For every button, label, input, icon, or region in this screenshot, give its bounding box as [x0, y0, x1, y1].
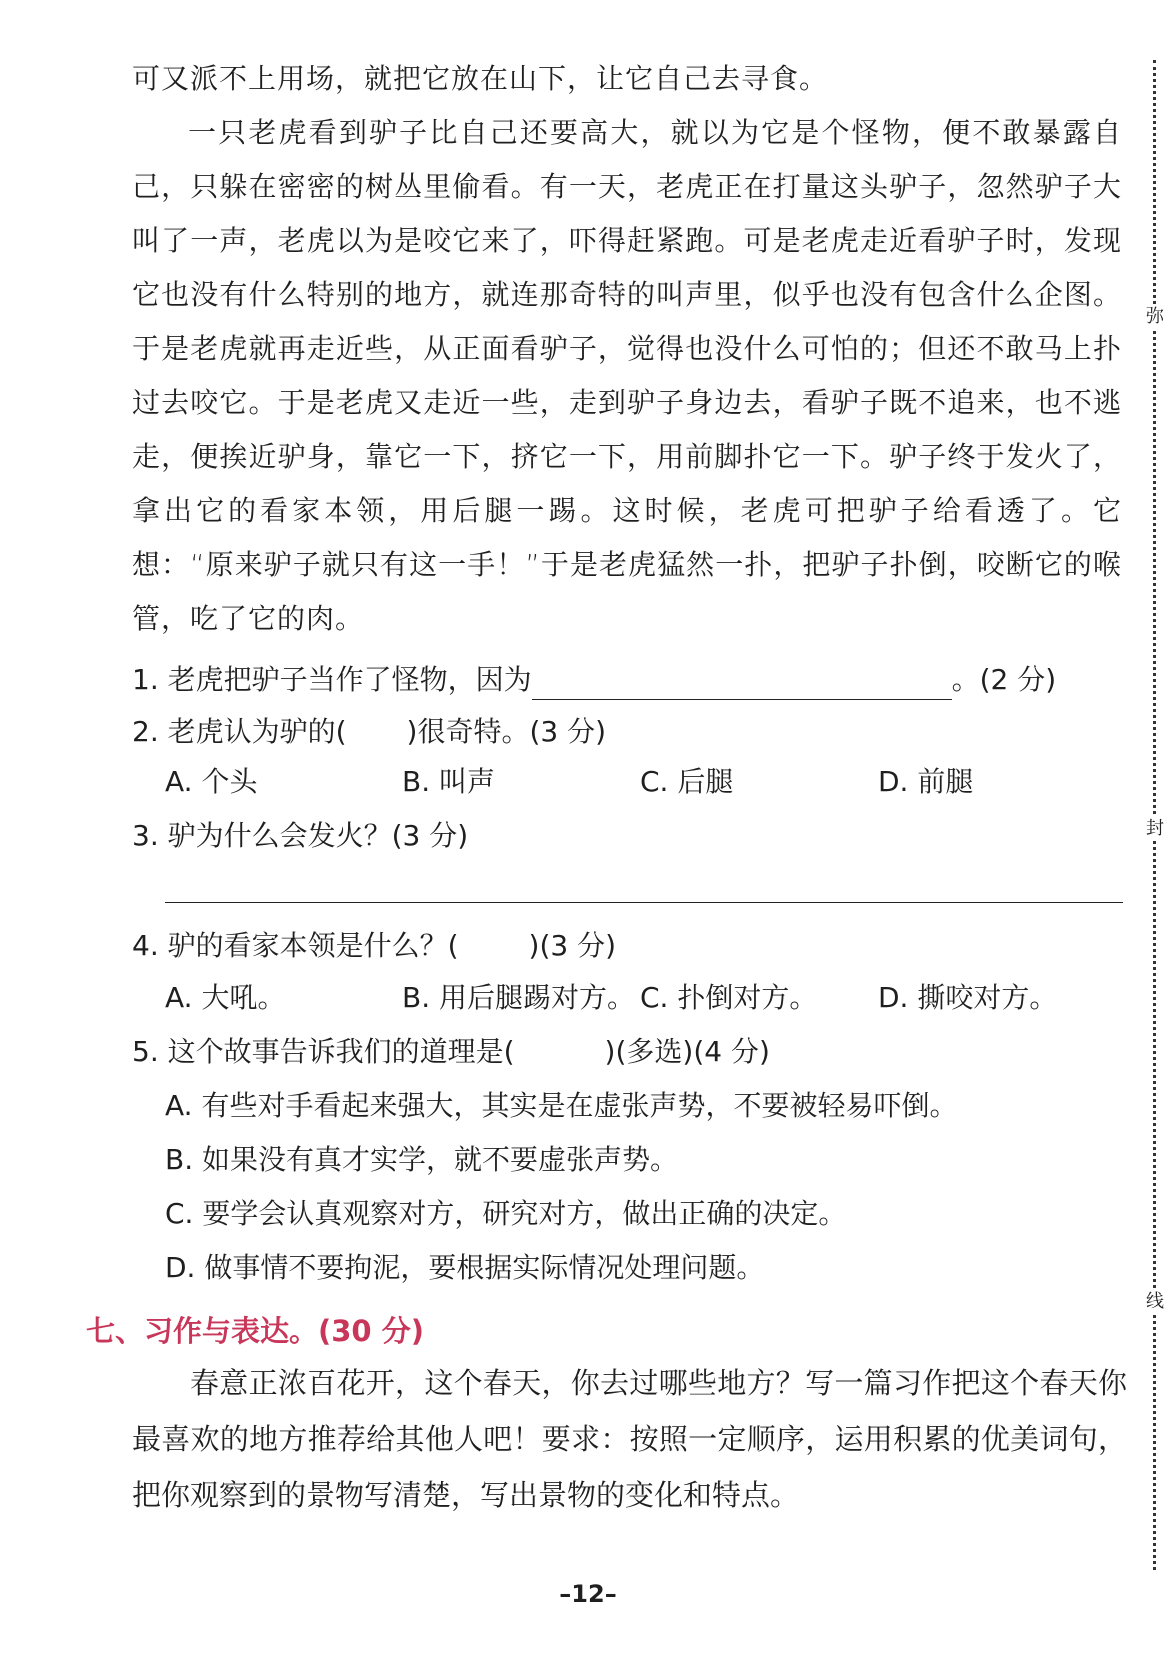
question-5-option-a: A. 有些对手看起来强大，其实是在虚张声势，不要被轻易吓倒。: [165, 1089, 958, 1122]
section-7-prompt-text: 春意正浓百花开，这个春天，你去过哪些地方？写一篇习作把这个春天你最喜欢的地方推荐给其他人吧！要求：按照一定顺序，运用积累的优美词句，把你观察到的景物写清楚，写出景物的变化和特点。: [132, 1366, 1127, 1512]
question-3: 3. 驴为什么会发火？(3 分): [132, 819, 469, 852]
question-5-option-c: C. 要学会认真观察对方，研究对方，做出正确的决定。: [165, 1197, 847, 1230]
page-number: –12–: [559, 1580, 617, 1608]
question-5-option-d: D. 做事情不要拘泥，要根据实际情况处理问题。: [165, 1251, 765, 1284]
question-4-option-b: B. 用后腿踢对方。: [402, 981, 636, 1014]
binding-label-feng: 封: [1141, 817, 1169, 841]
question-1-blank[interactable]: [532, 671, 952, 700]
question-5-option-b: B. 如果没有真才实学，就不要虚张声势。: [165, 1143, 679, 1176]
question-2-option-a: A. 个头: [165, 765, 258, 798]
question-2-option-c: C. 后腿: [640, 765, 734, 798]
section-7-title: 七、习作与表达。(30 分): [86, 1314, 424, 1348]
question-3-answer-line[interactable]: [165, 902, 1123, 903]
question-2-option-b: B. 叫声: [402, 765, 496, 798]
question-4-option-c: C. 扑倒对方。: [640, 981, 818, 1014]
question-5-score: )(多选)(4 分): [604, 1035, 770, 1068]
question-4-option-d: D. 撕咬对方。: [878, 981, 1058, 1014]
question-4-score: )(3 分): [528, 929, 617, 962]
question-4-option-a: A. 大吼。: [165, 981, 286, 1014]
passage-paragraph-2: 一只老虎看到驴子比自己还要高大，就以为它是个怪物，便不敢暴露自己，只躲在密密的树丛里偷看。有一天，老虎正在打量这头驴子，忽然驴子大叫了一声，老虎以为是咬它来了，吓得赶紧跑。可是老虎走近看驴子时，发现它也没有什么特别的地方，就连那奇特的叫声里，似乎也没有包含什么企图。于是老虎就再走近些，从正面看驴子，觉得也没什么可怕的；但还不敢马上扑过去咬它。于是老虎又走近一些，走到驴子身边去，看驴子既不追来，也不逃走，便挨近驴身，靠它一下，挤它一下，用前脚扑它一下。驴子终于发火了，拿出它的看家本领，用后腿一踢。这时候，老虎可把驴子给看透了。它想：“原来驴子就只有这一手！”于是老虎猛然一扑，把驴子扑倒，咬断它的喉管，吃了它的肉。: [132, 116, 1122, 635]
question-4: [132, 926, 616, 966]
question-1-text: 1. 老虎把驴子当作了怪物，因为: [132, 663, 532, 696]
question-1-score: 。(2 分): [951, 663, 1057, 696]
section-7-prompt: [132, 1355, 1127, 1523]
question-5-text: 5. 这个故事告诉我们的道理是(: [132, 1035, 515, 1068]
question-2-text: 2. 老虎认为驴的(: [132, 715, 347, 748]
question-4-text: 4. 驴的看家本领是什么？(: [132, 929, 459, 962]
question-2-option-d: D. 前腿: [878, 765, 974, 798]
binding-label-xian: 线: [1141, 1290, 1169, 1314]
passage-line-1: 可又派不上用场，就把它放在山下，让它自己去寻食。: [132, 62, 829, 95]
question-2-score: )很奇特。(3 分): [406, 715, 607, 748]
binding-label-mi: 弥: [1141, 305, 1169, 329]
reading-passage: [132, 52, 1122, 646]
question-1: [132, 660, 1056, 700]
question-5: [132, 1032, 770, 1072]
binding-dotted-line: [1153, 60, 1156, 1570]
question-2: [132, 712, 606, 752]
